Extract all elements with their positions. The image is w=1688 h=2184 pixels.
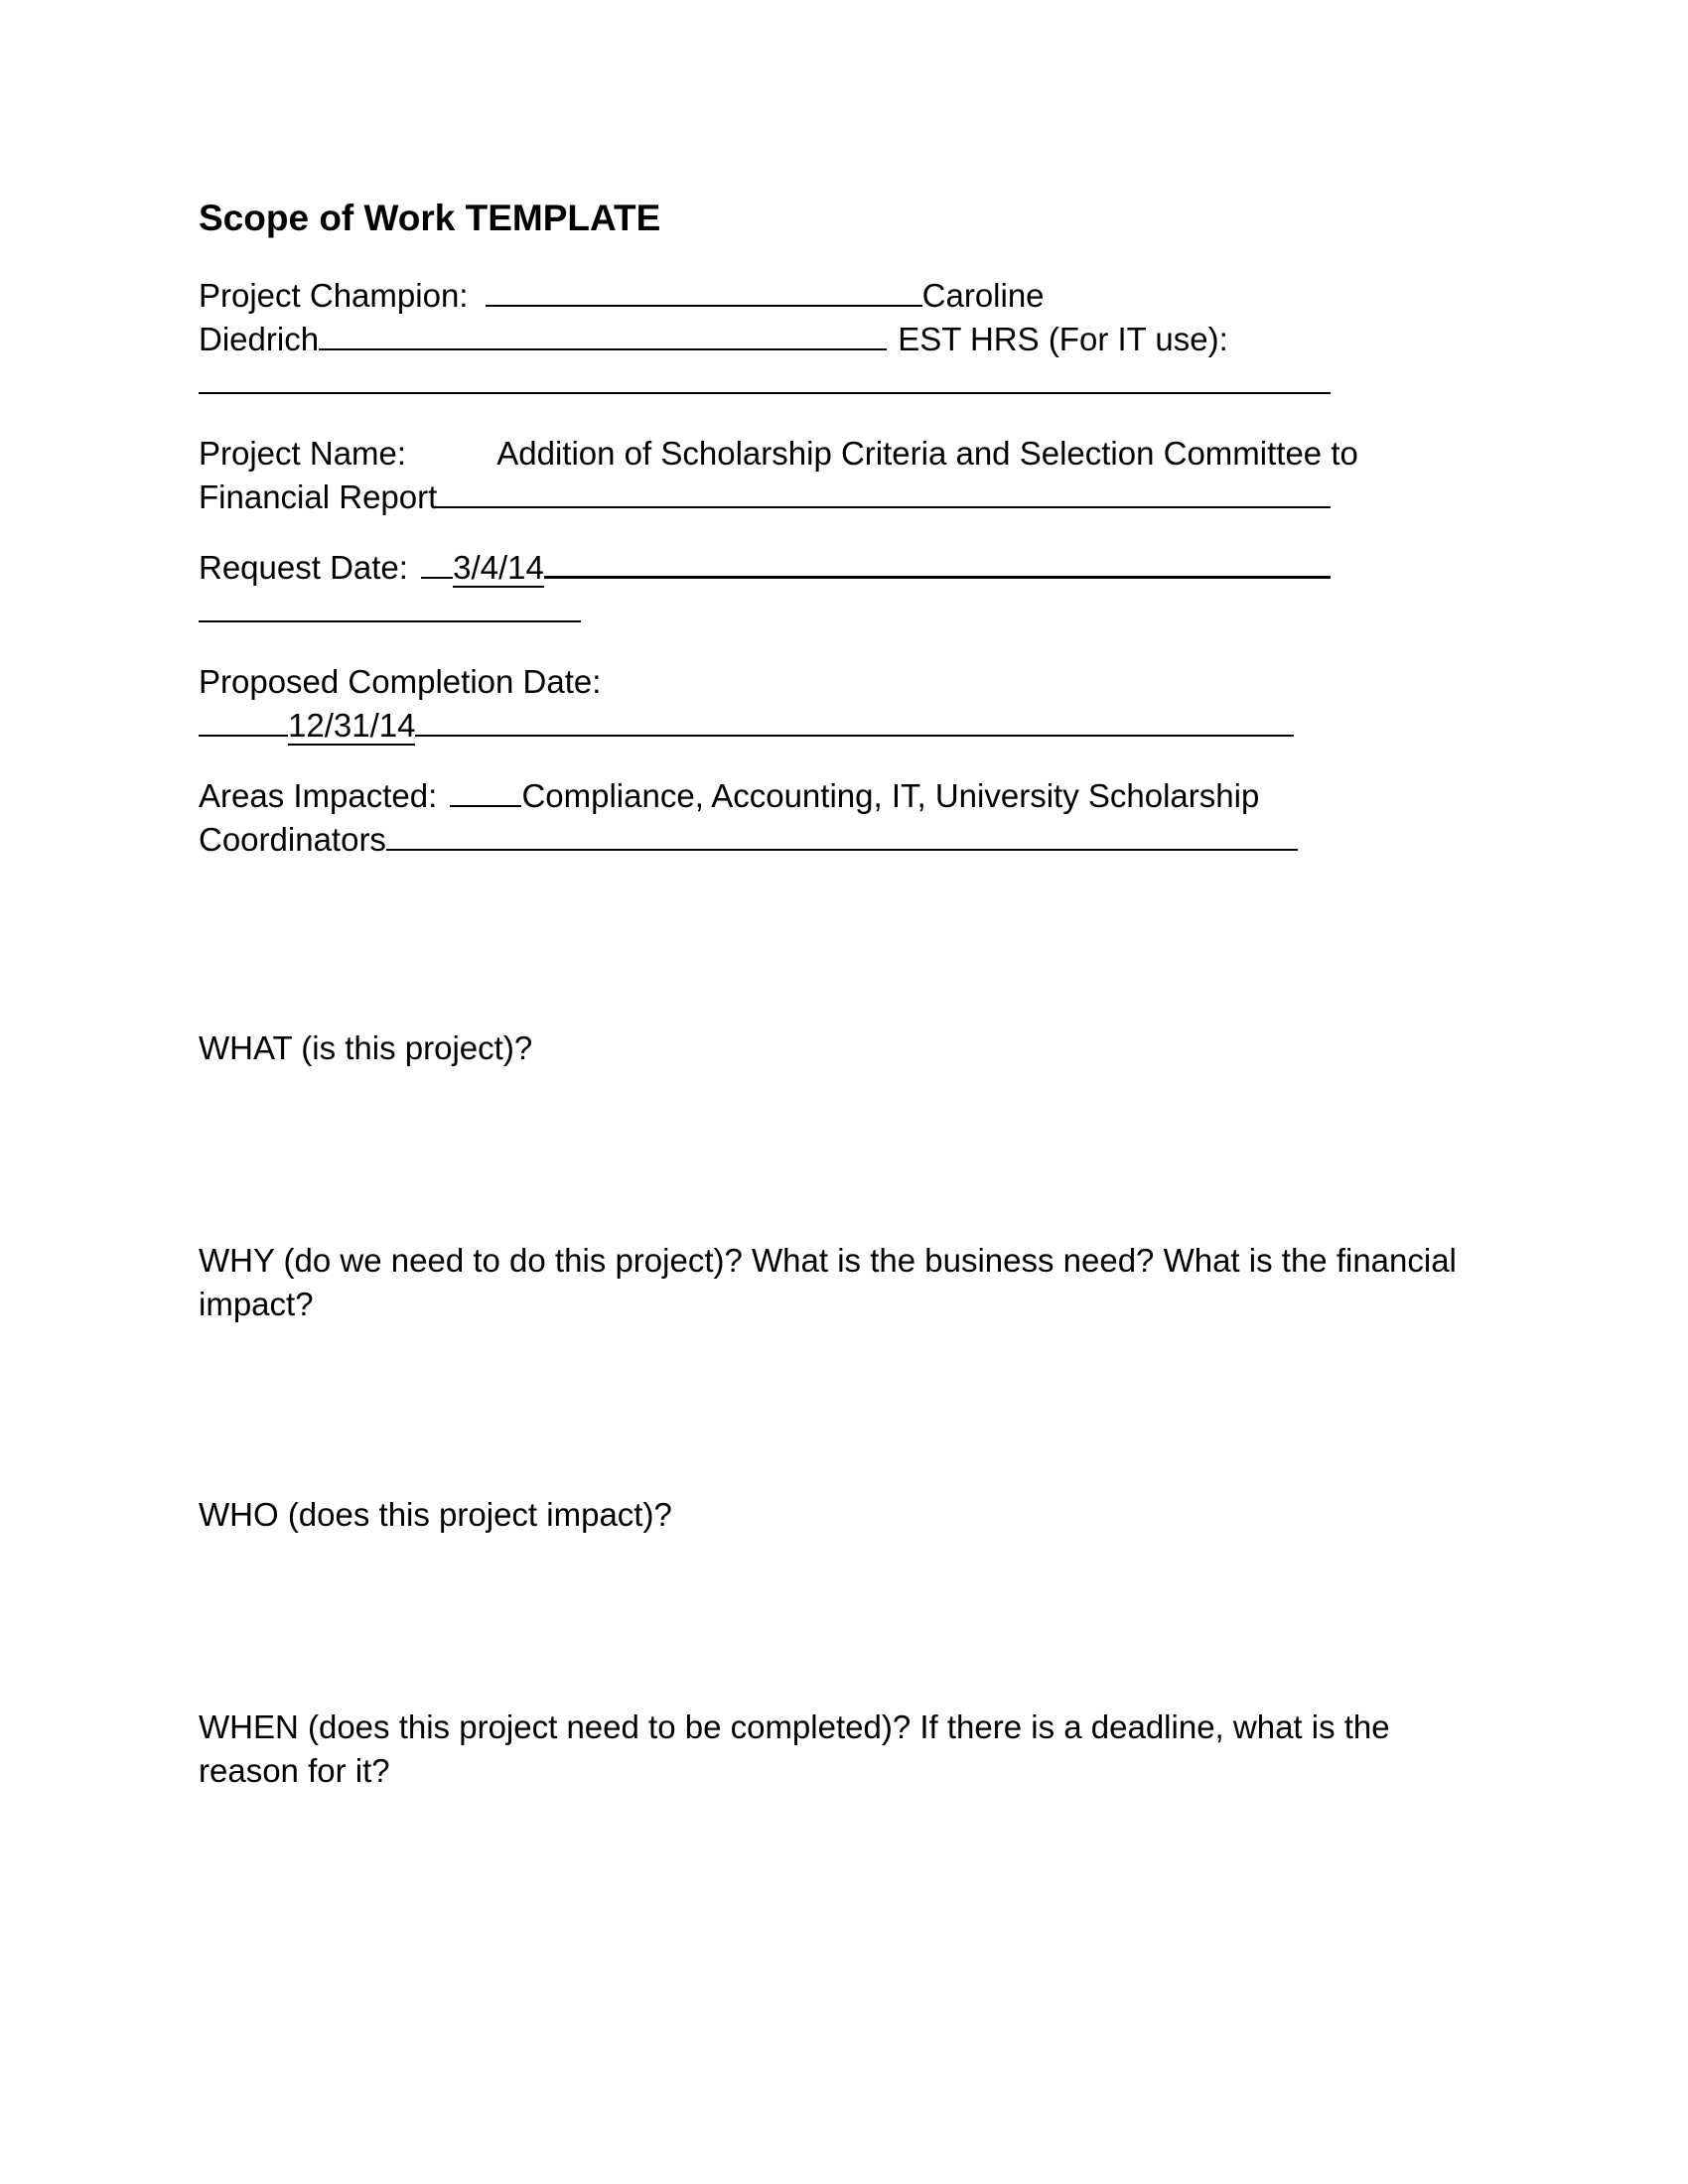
champion-value-part1: Caroline <box>921 277 1045 314</box>
areas-impacted-blank <box>386 821 1298 851</box>
question-when-line-1: WHEN (does this project need to be completed)? If there is a deadline, what is the <box>199 1708 1390 1745</box>
completion-date-value: 12/31/14 <box>288 707 416 744</box>
project-name-blank <box>437 478 1331 508</box>
question-who: WHO (does this project impact)? <box>199 1496 672 1533</box>
areas-impacted-blank-left <box>450 777 521 807</box>
completion-date-blank-left <box>199 707 288 737</box>
request-date-line-1 <box>199 546 1331 590</box>
champion-line-1 <box>199 274 1045 318</box>
project-name-line-1 <box>199 432 1358 476</box>
est-hrs-label: EST HRS (For IT use): <box>898 321 1228 357</box>
request-date-value: 3/4/14 <box>453 549 544 586</box>
champion-label: Project Champion: <box>199 277 469 314</box>
areas-impacted-line-2 <box>199 818 1298 862</box>
areas-impacted-value-part1: Compliance, Accounting, IT, University Scholarship <box>521 777 1260 814</box>
request-date-continuation-blank <box>199 593 581 622</box>
completion-date-line-2 <box>199 704 1294 748</box>
champion-line-2 <box>199 318 1228 361</box>
project-name-value-part2: Financial Report <box>199 478 438 515</box>
request-date-label: Request Date: <box>199 549 408 586</box>
request-date-blank-left <box>421 549 453 579</box>
project-name-label: Project Name: <box>199 435 407 472</box>
completion-date-label: Proposed Completion Date: <box>199 663 602 700</box>
project-name-line-2 <box>199 476 1331 519</box>
areas-impacted-label: Areas Impacted: <box>199 777 438 814</box>
champion-value-part2: Diedrich <box>199 321 320 357</box>
request-date-blank-right <box>544 548 1331 579</box>
est-hrs-blank <box>199 364 1331 394</box>
question-what: WHAT (is this project)? <box>199 1029 533 1066</box>
document-title: Scope of Work TEMPLATE <box>199 198 661 238</box>
areas-impacted-value-part2: Coordinators <box>199 821 386 858</box>
request-date-line-2 <box>199 590 581 633</box>
project-name-value-part1: Addition of Scholarship Criteria and Selection Committee to <box>496 435 1358 472</box>
completion-date-blank-right <box>415 707 1294 737</box>
est-hrs-line <box>199 361 1331 405</box>
champion-trailing-blank <box>319 321 887 350</box>
question-when-line-2: reason for it? <box>199 1752 390 1789</box>
question-why-line-1: WHY (do we need to do this project)? What is the business need? What is the financial <box>199 1242 1457 1279</box>
areas-impacted-line-1 <box>199 774 1259 818</box>
champion-blank <box>486 277 922 307</box>
completion-date-line-1 <box>199 660 601 704</box>
question-why-line-2: impact? <box>199 1286 314 1322</box>
